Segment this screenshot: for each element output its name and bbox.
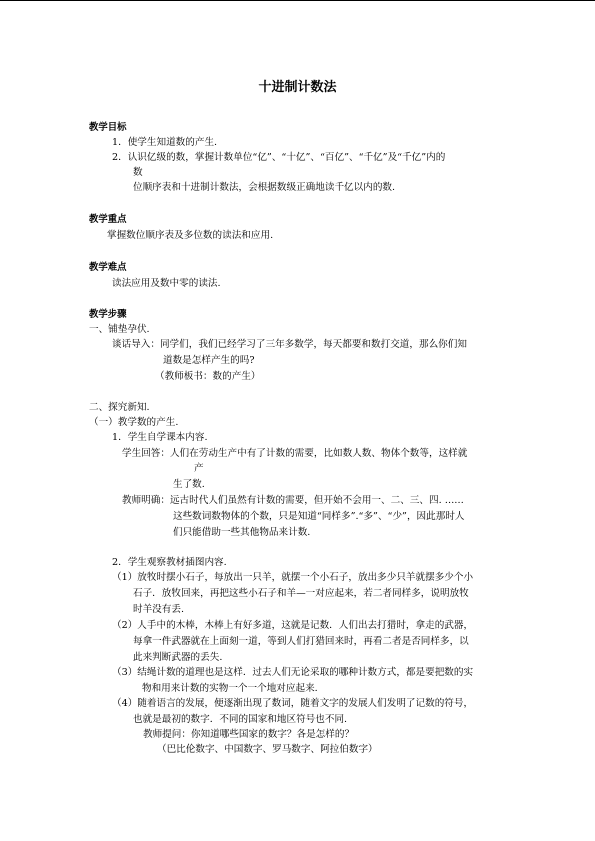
- objectives-heading: 教学目标: [89, 122, 127, 133]
- steps-heading: 教学步骤: [89, 309, 127, 320]
- part-1-intro-line-2: 道数是怎样产生的吗?: [163, 355, 255, 366]
- difficulties-text: 读法应用及数中零的读法.: [112, 278, 221, 289]
- objective-item-2-line-3: 位顺序表和十进制计数法，会根据数级正确地读千亿以内的数.: [133, 182, 396, 193]
- difficulties-heading: 教学难点: [89, 262, 127, 273]
- teacher-clarify-line-3: 们只能借助一些其他物品来计数.: [173, 527, 311, 538]
- teacher-question: 教师提问：你知道哪些国家的数字？各是怎样的？: [143, 729, 355, 740]
- numerals-answer: （巴比伦数字、中国数字、罗马数字、阿拉伯数字）: [157, 744, 378, 755]
- paragraph-2-line-3: 此来判断武器的丢失.: [133, 652, 223, 663]
- paragraph-1-line-3: 时羊没有丢.: [133, 604, 185, 615]
- student-answer-line-2: 产: [194, 463, 204, 474]
- part-2-item-2: 2．学生观察教材插图内容.: [112, 557, 227, 568]
- paragraph-4-line-1: （4）随着语言的发展，便逐渐出现了数词，随着文字的发展人们发明了记数的符号，: [112, 698, 474, 709]
- paragraph-3-line-1: （3）结绳计数的道理也是这样．过去人们无论采取的哪种计数方式，都是要把数的实: [112, 667, 474, 678]
- teacher-clarify-line-2: 这些数词数物体的个数，只是知道“同样多”.“多”、“少”，因此那时人: [173, 511, 465, 522]
- student-answer-line-3: 生了数.: [173, 479, 205, 490]
- paragraph-2-line-2: 每拿一件武器就在上面刻一道，等到人们打猎回来时，再看二者是否同样多，以: [133, 636, 469, 647]
- paragraph-1-line-1: （1）放牧时摆小石子，每放出一只羊，就摆一个小石子，放出多少只羊就摆多少个小: [112, 572, 474, 583]
- paragraph-4-line-2: 也就是最初的数字．不同的国家和地区符号也不同.: [133, 714, 348, 725]
- key-points-heading: 教学重点: [89, 214, 127, 225]
- part-1-title: 一、铺垫孕伏.: [89, 324, 150, 335]
- objective-item-1: 1．使学生知道数的产生.: [112, 137, 218, 148]
- part-1-intro-line-1: 谈话导入：同学们，我们已经学习了三年多数学，每天都要和数打交道，那么你们知: [112, 339, 467, 350]
- document-title: 十进制计数法: [258, 80, 337, 95]
- part-2-title: 二、探究新知.: [89, 402, 150, 413]
- paragraph-2-line-1: （2）人手中的木棒，木棒上有好多道，这就是记数．人们出去打猎时，拿走的武器，: [112, 620, 474, 631]
- teacher-clarify-line-1: 教师明确：远古时代人们虽然有计数的需要，但开始不会用一、二、三、四. ……: [122, 495, 464, 506]
- part-1-board-note: （教师板书：数的产生）: [155, 371, 261, 382]
- objective-item-2-line-2: 数: [133, 167, 143, 178]
- page-top-border: [0, 0, 595, 1]
- paragraph-1-line-2: 石子．放牧回来，再把这些小石子和羊—一对应起来，若二者同样多，说明放牧: [133, 588, 469, 599]
- student-answer-line-1: 学生回答：人们在劳动生产中有了计数的需要，比如数人数、物体个数等，这样就: [122, 448, 468, 459]
- part-2-item-1: 1．学生自学课本内容.: [112, 432, 208, 443]
- objective-item-2-line-1: 2．认识亿级的数，掌握计数单位“亿”、“十亿”、“百亿”、“千亿”及“千亿”内的: [112, 152, 446, 163]
- key-points-text: 掌握数位顺序表及多位数的读法和应用.: [107, 230, 274, 241]
- part-2-sub-1: （一）教学数的产生.: [89, 417, 179, 428]
- paragraph-3-line-2: 物和用来计数的实物一个一个地对应起来.: [142, 683, 318, 694]
